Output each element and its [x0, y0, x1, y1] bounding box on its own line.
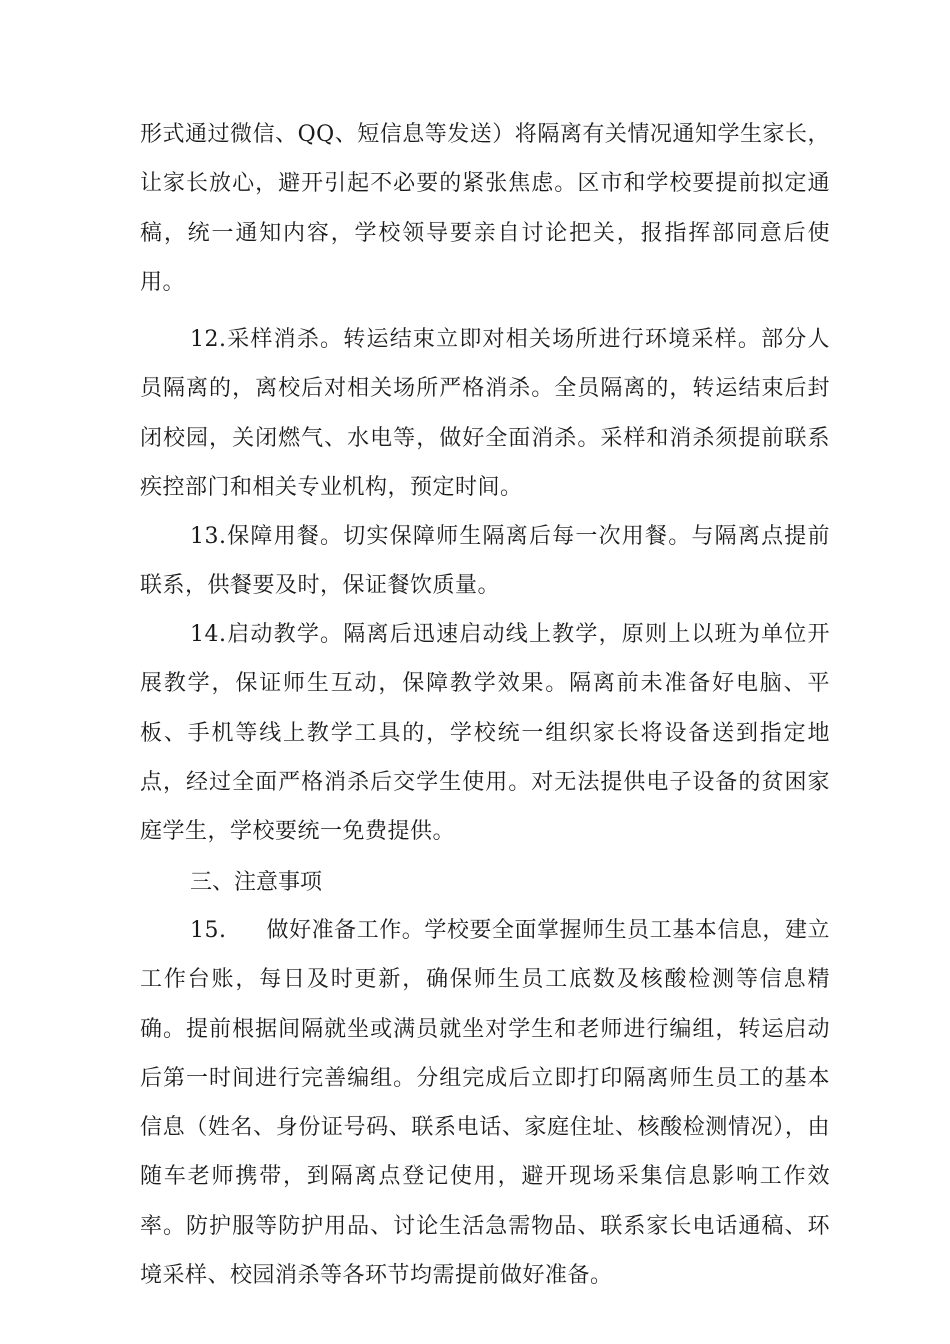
item-number: 14.: [190, 622, 227, 647]
item-number: 12.: [190, 327, 227, 352]
item-number: 15.: [190, 918, 227, 943]
paragraph-text: 采样消杀。转运结束立即对相关场所进行环境采样。部分人员隔离的，离校后对相关场所严格消杀。全员隔离的，转运结束后封闭校园，关闭燃气、水电等，做好全面消杀。采样和消杀须提前联系疾控部门和相关专业机构，预定时间。: [140, 327, 830, 500]
paragraph-14: [140, 610, 830, 856]
paragraph-13: [140, 512, 830, 611]
item-number: 13.: [190, 524, 227, 549]
section-heading: 三、注意事项: [190, 870, 323, 895]
paragraph-text: 做好准备工作。学校要全面掌握师生员工基本信息，建立工作台账，每日及时更新，确保师生员工底数及核酸检测等信息精确。提前根据间隔就坐或满员就坐对学生和老师进行编组，转运启动后第一时间进行完善编组。分组完成后立即打印隔离师生员工的基本信息（姓名、身份证号码、联系电话、家庭住址、核酸检测情况），由随车老师携带，到隔离点登记使用，避开现场采集信息影响工作效率。防护服等防护用品、讨论生活急需物品、联系家长电话通稿、环境采样、校园消杀等各环节均需提前做好准备。: [140, 918, 830, 1289]
paragraph-12: [140, 315, 830, 512]
paragraph-text: 形式通过微信、QQ、短信息等发送）将隔离有关情况通知学生家长，让家长放心，避开引起不必要的紧张焦虑。区市和学校要提前拟定通稿，统一通知内容，学校领导要亲自讨论把关，报指挥部同意后使用。: [140, 122, 830, 295]
paragraph-15: [140, 906, 830, 1300]
paragraph-text: 启动教学。隔离后迅速启动线上教学，原则上以班为单位开展教学，保证师生互动，保障教学效果。隔离前未准备好电脑、平板、手机等线上教学工具的，学校统一组织家长将设备送到指定地点，经过全面严格消杀后交学生使用。对无法提供电子设备的贫困家庭学生，学校要统一免费提供。: [140, 622, 830, 845]
paragraph-text: 保障用餐。切实保障师生隔离后每一次用餐。与隔离点提前联系，供餐要及时，保证餐饮质量。: [140, 524, 830, 599]
paragraph-continuation: [140, 110, 830, 307]
